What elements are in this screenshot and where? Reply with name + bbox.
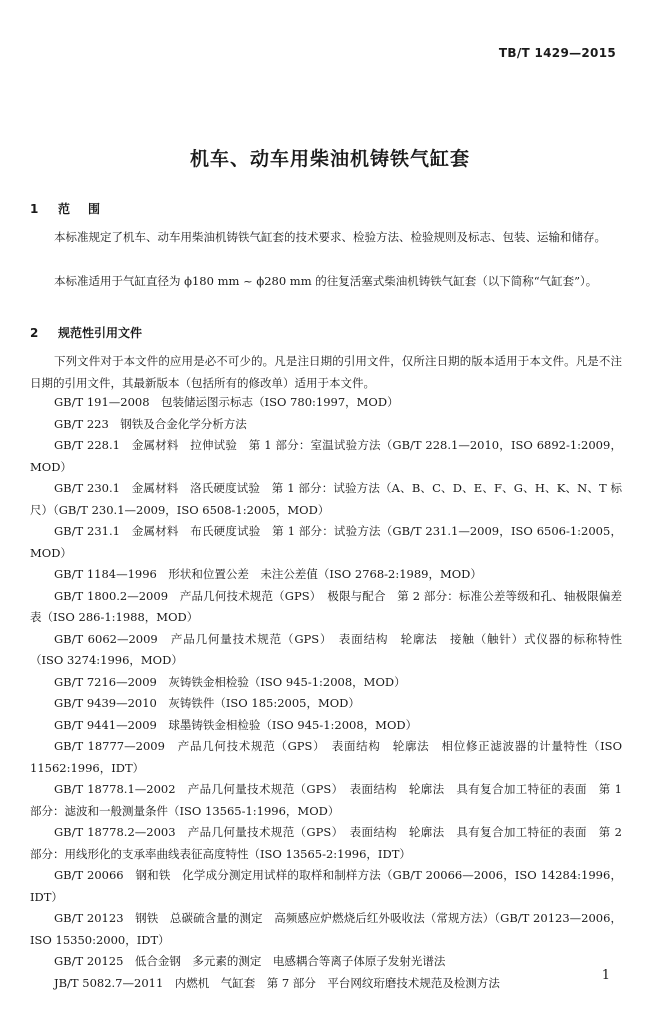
section-number: 2	[30, 326, 39, 340]
reference-item: GB/T 18778.1—2002 产品几何量技术规范（GPS） 表面结构 轮廓法 具有复合加工特征的表面 第 1 部分：滤波和一般测量条件（ISO 13565-1:1996，MOD）	[30, 782, 622, 818]
standard-number: TB/T 1429—2015	[498, 46, 616, 60]
reference-item: GB/T 6062—2009 产品几何量技术规范（GPS） 表面结构 轮廓法 接触（触针）式仪器的标称特性（ISO 3274:1996，MOD）	[30, 631, 622, 667]
reference-item: GB/T 1800.2—2009 产品几何技术规范（GPS） 极限与配合 第 2 部分：标准公差等级和孔、轴极限偏差表（ISO 286-1:1988，MOD）	[30, 588, 622, 624]
reference-item: GB/T 20066 钢和铁 化学成分测定用试样的取样和制样方法（GB/T 20066—2006，ISO 14284:1996，IDT）	[30, 868, 622, 904]
section-title: 范围	[58, 202, 119, 216]
reference-item: GB/T 9441—2009 球墨铸铁金相检验（ISO 945-1:2008，MOD）	[54, 717, 418, 732]
scope-paragraph: 本标准适用于气缸直径为 ϕ180 mm ~ ϕ280 mm 的往复活塞式柴油机铸铁气缸套（以下简称“气缸套”）。	[54, 274, 598, 288]
document-title: 机车、动车用柴油机铸铁气缸套	[189, 148, 470, 170]
section-number: 1	[30, 202, 39, 216]
reference-item: GB/T 230.1 金属材料 洛氏硬度试验 第 1 部分：试验方法（A、B、C、D、E、F、G、H、K、N、T 标尺）（GB/T 230.1—2009，ISO 6508-1:2005，MOD）	[30, 481, 622, 517]
reference-item: GB/T 7216—2009 灰铸铁金相检验（ISO 945-1:2008，MOD）	[54, 674, 406, 689]
reference-item: GB/T 191—2008 包装储运图示标志（ISO 780:1997，MOD）	[54, 395, 399, 409]
reference-item: JB/T 5082.7—2011 内燃机 气缸套 第 7 部分 平台网纹珩磨技术规范及检测方法	[54, 975, 500, 990]
reference-item: GB/T 228.1 金属材料 拉伸试验 第 1 部分：室温试验方法（GB/T 228.1—2010，ISO 6892-1:2009，MOD）	[30, 438, 622, 474]
page-number: 1	[601, 968, 610, 983]
reference-item: GB/T 223 钢铁及合金化学分析方法	[54, 416, 247, 431]
section-1-heading	[30, 200, 118, 217]
reference-list	[30, 392, 622, 994]
section-title: 规范性引用文件	[58, 326, 143, 340]
references-intro-paragraph: 下列文件对于本文件的应用是必不可少的。凡是注日期的引用文件，仅所注日期的版本适用于本文件。凡是不注日期的引用文件，其最新版本（包括所有的修改单）适用于本文件。	[30, 354, 622, 390]
reference-item: GB/T 1184—1996 形状和位置公差 未注公差值（ISO 2768-2:1989，MOD）	[54, 567, 482, 581]
reference-item: GB/T 18777—2009 产品几何技术规范（GPS） 表面结构 轮廓法 相位修正滤波器的计量特性（ISO 11562:1996，IDT）	[30, 739, 622, 775]
reference-item: GB/T 20125 低合金钢 多元素的测定 电感耦合等离子体原子发射光谱法	[54, 954, 446, 968]
scope-paragraph: 本标准规定了机车、动车用柴油机铸铁气缸套的技术要求、检验方法、检验规则及标志、包装、运输和储存。	[54, 230, 606, 244]
reference-item: GB/T 9439—2010 灰铸铁件（ISO 185:2005，MOD）	[54, 696, 360, 710]
reference-item: GB/T 231.1 金属材料 布氏硬度试验 第 1 部分：试验方法（GB/T 231.1—2009，ISO 6506-1:2005，MOD）	[30, 524, 622, 560]
section-2-heading	[30, 324, 142, 341]
reference-item: GB/T 20123 钢铁 总碳硫含量的测定 高频感应炉燃烧后红外吸收法（常规方法）（GB/T 20123—2006，ISO 15350:2000，IDT）	[30, 911, 622, 947]
reference-item: GB/T 18778.2—2003 产品几何量技术规范（GPS） 表面结构 轮廓法 具有复合加工特征的表面 第 2 部分：用线形化的支承率曲线表征高度特性（ISO 13565-2:1996，IDT）	[30, 825, 622, 861]
